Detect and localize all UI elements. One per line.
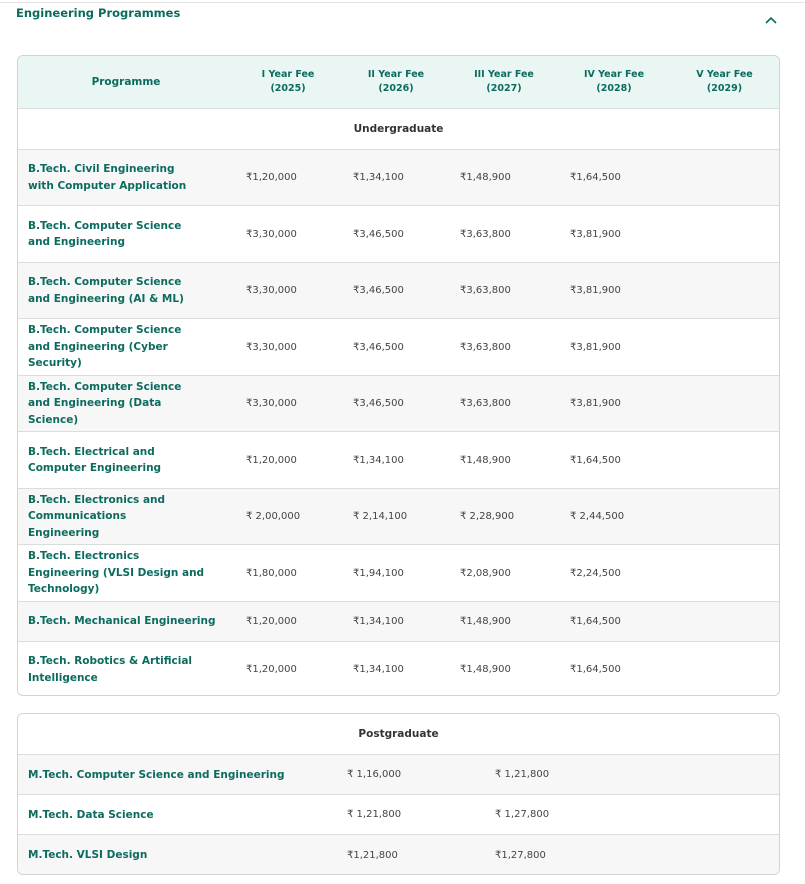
top-divider [0,2,805,3]
fee-year-1: ₹ 1,16,000 [347,769,402,780]
fee-year-2: ₹ 2,14,100 [353,511,408,522]
fee-year-3: ₹1,48,900 [460,172,511,183]
fee-year-4: ₹1,64,500 [570,454,621,466]
fee-year-1: ₹3,30,000 [246,341,297,353]
table-row [18,835,779,875]
table-row [18,150,779,206]
programme-name: M.Tech. Data Science [28,808,154,821]
programme-name: B.Tech. Computer Science and Engineering (Data Science) [28,380,182,426]
fee-year-4: ₹2,24,500 [570,567,621,579]
programme-name: M.Tech. Computer Science and Engineering [28,768,285,781]
header-year-5: V Year Fee (2029) [696,69,753,94]
header-programme: Programme [91,76,161,88]
programme-name: B.Tech. Electrical and Computer Engineering [28,445,162,474]
fee-year-3: ₹1,48,900 [460,616,511,627]
fee-year-2: ₹ 1,21,800 [495,769,550,780]
fee-year-2: ₹1,34,100 [353,616,404,627]
table-row [18,755,779,795]
programme-name: M.Tech. VLSI Design [28,849,148,861]
fee-year-4: ₹3,81,900 [570,398,621,409]
programme-name: B.Tech. Mechanical Engineering [28,615,216,628]
section-undergraduate: Undergraduate [18,109,779,150]
fee-year-3: ₹3,63,800 [460,398,511,409]
fee-year-2: ₹3,46,500 [353,228,404,240]
fee-year-3: ₹2,08,900 [460,567,511,579]
fee-year-1: ₹1,20,000 [246,616,297,627]
fee-year-2: ₹1,27,800 [495,849,546,861]
fee-year-1: ₹1,21,800 [347,849,398,861]
header-year-1: I Year Fee (2025) [261,69,315,94]
table-row [18,319,779,376]
fee-year-1: ₹ 2,00,000 [246,511,301,522]
fee-year-1: ₹3,30,000 [246,398,297,409]
fee-year-2: ₹ 1,27,800 [495,809,550,820]
chevron-up-icon[interactable] [764,10,778,22]
pg-fee-table [17,713,780,875]
programme-name: B.Tech. Civil Engineering with Computer Application [28,163,187,192]
fee-year-4: ₹1,64,500 [570,616,621,627]
table-row [18,263,779,319]
header-year-2: II Year Fee (2026) [367,69,425,94]
programme-name: B.Tech. Robotics & Artificial Intelligence [28,655,193,684]
fee-year-1: ₹1,20,000 [246,664,297,675]
table-row [18,376,779,432]
fee-year-3: ₹1,48,900 [460,664,511,675]
table-row [18,206,779,263]
fee-year-3: ₹3,63,800 [460,285,511,296]
header-year-4: IV Year Fee (2028) [583,69,645,94]
fee-year-2: ₹1,34,100 [353,172,404,183]
fee-year-3: ₹ 2,28,900 [460,511,515,522]
table-header [18,56,779,109]
fee-year-2: ₹1,34,100 [353,664,404,675]
header-year-3: III Year Fee (2027) [474,69,534,94]
accordion-title: Engineering Programmes [16,6,181,20]
programme-name: B.Tech. Electronics Engineering (VLSI Design and Technology) [28,550,205,596]
fee-year-1: ₹ 1,21,800 [347,809,402,820]
fee-year-4: ₹3,81,900 [570,228,621,240]
programme-name: B.Tech. Computer Science and Engineering [28,219,182,248]
fee-year-3: ₹3,63,800 [460,228,511,240]
fee-year-1: ₹3,30,000 [246,228,297,240]
table-row [18,432,779,489]
table-row [18,602,779,642]
fee-year-4: ₹3,81,900 [570,341,621,353]
fee-year-4: ₹1,64,500 [570,172,621,183]
fee-year-2: ₹3,46,500 [353,285,404,296]
fee-year-1: ₹3,30,000 [246,285,297,296]
fee-year-4: ₹1,64,500 [570,664,621,675]
section-postgraduate: Postgraduate [18,714,779,755]
table-row [18,795,779,835]
fee-year-2: ₹1,94,100 [353,567,404,579]
ug-fee-table [17,55,780,696]
fee-year-2: ₹3,46,500 [353,341,404,353]
accordion-header[interactable] [16,6,788,26]
programme-name: B.Tech. Computer Science and Engineering (Cyber Security) [28,324,182,370]
fee-year-3: ₹3,63,800 [460,341,511,353]
table-row [18,642,779,696]
fee-year-3: ₹1,48,900 [460,454,511,466]
fee-year-1: ₹1,20,000 [246,454,297,466]
table-row [18,545,779,602]
fee-year-2: ₹1,34,100 [353,454,404,466]
programme-name: B.Tech. Computer Science and Engineering (AI & ML) [28,276,184,305]
fee-year-4: ₹ 2,44,500 [570,511,625,522]
fee-year-4: ₹3,81,900 [570,285,621,296]
table-row [18,489,779,545]
fee-year-2: ₹3,46,500 [353,398,404,409]
fee-year-1: ₹1,80,000 [246,567,297,579]
fee-year-1: ₹1,20,000 [246,172,297,183]
programme-name: B.Tech. Electronics and Communications Engineering [28,493,166,539]
